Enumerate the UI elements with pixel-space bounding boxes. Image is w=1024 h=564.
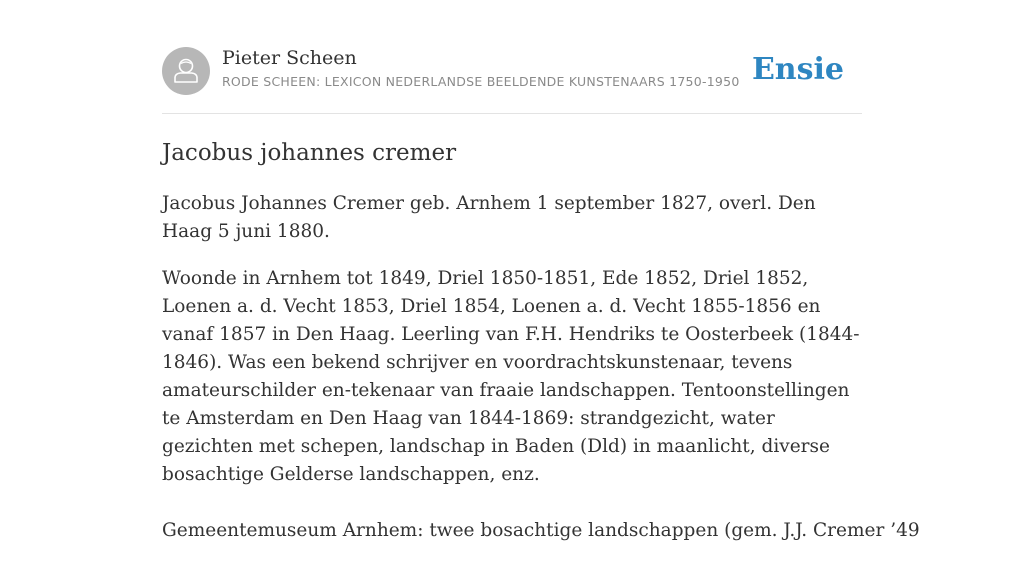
article-title: Jacobus johannes cremer <box>162 140 457 166</box>
author-avatar[interactable] <box>162 47 210 95</box>
ensie-logo[interactable]: Ensie <box>751 52 844 87</box>
user-icon <box>162 47 210 95</box>
article-body <box>162 190 920 564</box>
paragraph-birth-death: Jacobus Johannes Cremer geb. Arnhem 1 september 1827, overl. Den Haag 5 juni 1880. <box>162 193 816 242</box>
author-name[interactable]: Pieter Scheen <box>222 47 357 69</box>
header-divider <box>162 113 862 114</box>
paragraph-collections: Gemeentemuseum Arnhem: twee bosachtige landschappen (gem. J.J. Cremer ’49 <box>162 520 920 541</box>
article-header <box>162 46 862 96</box>
paragraph-biography: Woonde in Arnhem tot 1849, Driel 1850-1851, Ede 1852, Driel 1852, Loenen a. d. Vecht 1853, Driel 1854, Loenen a. d. Vecht 1855-1856 en vanaf 1857 in Den Haag. Leerling van F.H. Hendriks te Oosterbeek (1844-1846). Was een bekend schrijver en voordrachtskunstenaar, tevens amateurschilder en-tekenaar van fraaie landschappen. Tentoonstellingen te Amsterdam en Den Haag van 1844-1869: strandgezicht, water gezichten met schepen, landschap in Baden (Dld) in maanlicht, diverse bosachtige Gelderse landschappen, enz. <box>162 268 860 485</box>
source-label[interactable]: RODE SCHEEN: LEXICON NEDERLANDSE BEELDENDE KUNSTENAARS 1750-1950 <box>222 74 740 89</box>
